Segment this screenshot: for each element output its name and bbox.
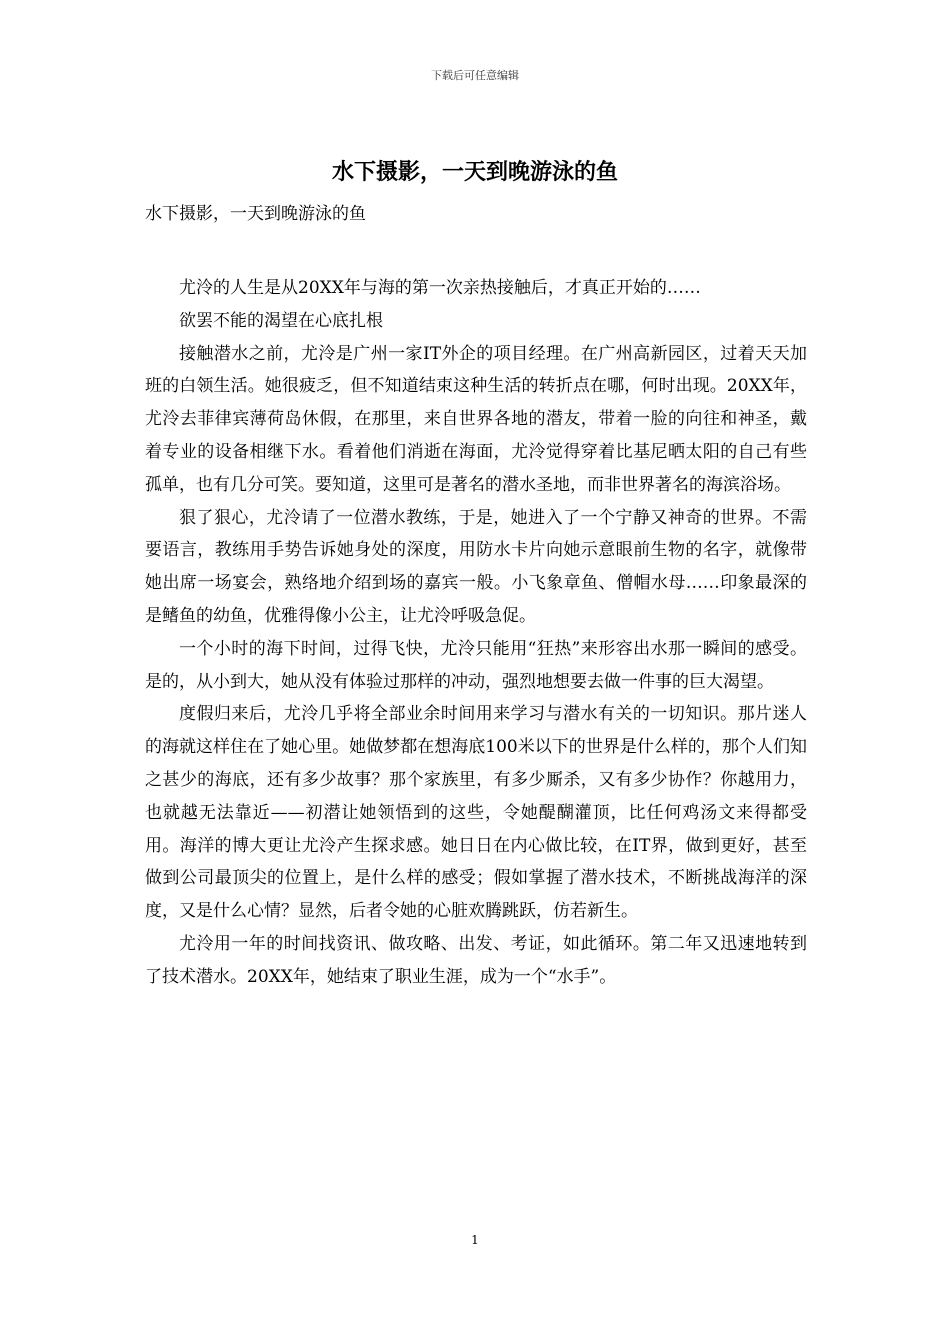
article-body: [145, 272, 807, 994]
paragraph: 狠了狠心，尤泠请了一位潜水教练，于是，她进入了一个宁静又神奇的世界。不需要语言，教练用手势告诉她身处的深度，用防水卡片向她示意眼前生物的名字，就像带她出席一场宴会，熟络地介绍到场的嘉宾一般。小飞象章鱼、僧帽水母……印象最深的是鳍鱼的幼鱼，优雅得像小公主，让尤泠呼吸急促。: [145, 507, 807, 626]
paragraph: 尤泠的人生是从20XX年与海的第一次亲热接触后，才真正开始的……: [179, 278, 701, 298]
paragraph: 度假归来后，尤泠几乎将全部业余时间用来学习与潜水有关的一切知识。那片迷人的海就这样住在了她心里。她做梦都在想海底100米以下的世界是什么样的，那个人们知之甚少的海底，还有多少故事？那个家族里，有多少厮杀，又有多少协作？你越用力，也就越无法靠近——初潜让她领悟到的这些，令她醍醐灌顶，比任何鸡汤文来得都受用。海洋的博大更让尤泠产生探求感。她日日在内心做比较，在IT界，做到更好，甚至做到公司最顶尖的位置上，是什么样的感受；假如掌握了潜水技术，不断挑战海洋的深度，又是什么心情？显然，后者令她的心脏欢腾跳跃，仿若新生。: [145, 704, 807, 922]
page-number: 1: [471, 1233, 479, 1247]
header-note: 下载后可任意编辑: [431, 69, 519, 82]
paragraph: 接触潜水之前，尤泠是广州一家IT外企的项目经理。在广州高新园区，过着天天加班的白领生活。她很疲乏，但不知道结束这种生活的转折点在哪，何时出现。20XX年，尤泠去菲律宾薄荷岛休假，在那里，来自世界各地的潜友，带着一脸的向往和神圣，戴着专业的设备相继下水。看着他们消逝在海面，尤泠觉得穿着比基尼晒太阳的自己有些孤单，也有几分可笑。要知道，这里可是著名的潜水圣地，而非世界著名的海滨浴场。: [145, 343, 807, 495]
paragraph: 一个小时的海下时间，过得飞快，尤泠只能用“狂热”来形容出水那一瞬间的感受。是的，从小到大，她从没有体验过那样的冲动，强烈地想要去做一件事的巨大渴望。: [145, 638, 807, 692]
document-title: 水下摄影，一天到晚游泳的鱼: [331, 159, 618, 185]
section-heading: 欲罢不能的渴望在心底扎根: [179, 310, 383, 331]
document-subtitle: 水下摄影，一天到晚游泳的鱼: [145, 204, 366, 224]
paragraph: 尤泠用一年的时间找资讯、做攻略、出发、考证，如此循环。第二年又迅速地转到了技术潜水。20XX年，她结束了职业生涯，成为一个“水手”。: [145, 933, 807, 987]
